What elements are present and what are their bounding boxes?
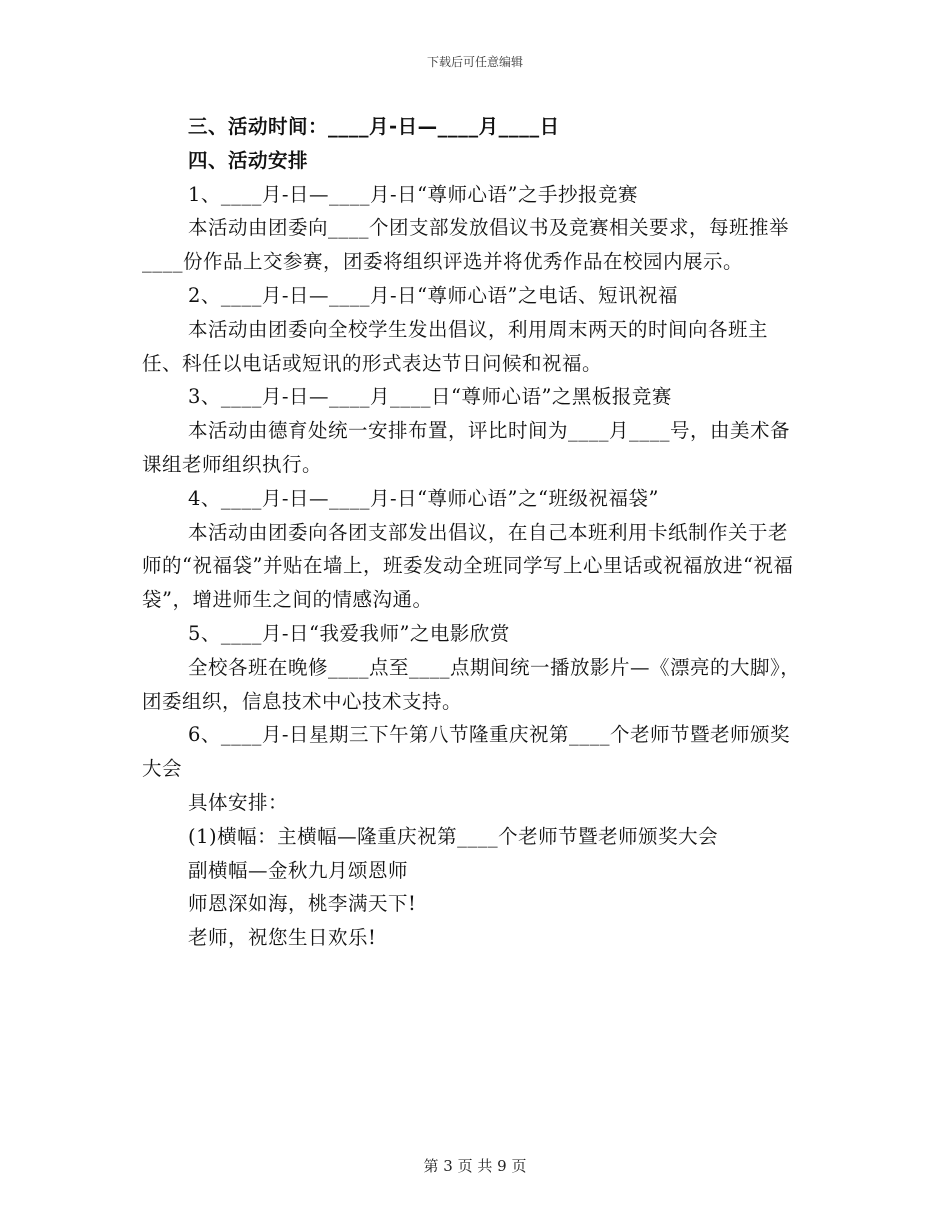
item-3-title: 3、____月-日—____月____日“尊师心语”之黑板报竞赛 (188, 385, 672, 409)
page-footer: 第 3 页 共 9 页 (423, 1157, 527, 1175)
banner-sub: 副横幅—金秋九月颂恩师 (188, 858, 409, 882)
document-body (142, 110, 802, 955)
page-header: 下载后可任意编辑 (426, 55, 523, 69)
item-5-body: 全校各班在晚修____点至____点期间统一播放影片—《漂亮的大脚》，团委组织，信息技术中心技术支持。 (142, 655, 801, 713)
item-1-title: 1、____月-日—____月-日“尊师心语”之手抄报竞赛 (188, 182, 639, 206)
slogan-2: 老师，祝您生日欢乐! (188, 926, 377, 950)
slogan-1: 师恩深如海，桃李满天下! (188, 892, 417, 916)
item-5-title: 5、____月-日“我爱我师”之电影欣赏 (188, 621, 510, 645)
section-arrangement-heading: 四、活动安排 (188, 148, 309, 172)
banner-main: (1)横幅：主横幅—隆重庆祝第____个老师节暨老师颁奖大会 (188, 824, 719, 848)
item-2-title: 2、____月-日—____月-日“尊师心语”之电话、短讯祝福 (188, 283, 679, 307)
section-time-heading: 三、活动时间：____月-日—____月____日 (188, 115, 560, 138)
item-1-body: 本活动由团委向____个团支部发放倡议书及竞赛相关要求，每班推举____份作品上交参赛，团委将组织评选并将优秀作品在校园内展示。 (142, 216, 790, 274)
item-6-title: 6、____月-日星期三下午第八节隆重庆祝第____个老师节暨老师颁奖大会 (142, 723, 790, 781)
item-4-body: 本活动由团委向各团支部发出倡议，在自己本班利用卡纸制作关于老师的“祝福袋”并贴在墙上，班委发动全班同学写上心里话或祝福放进“祝福袋”，增进师生之间的情感沟通。 (142, 520, 794, 612)
item-2-body: 本活动由团委向全校学生发出倡议，利用周末两天的时间向各班主任、科任以电话或短讯的形式表达节日问候和祝福。 (142, 317, 769, 375)
item-4-title: 4、____月-日—____月-日“尊师心语”之“班级祝福袋” (188, 486, 659, 510)
item-6-subheading: 具体安排： (188, 790, 289, 814)
item-3-body: 本活动由德育处统一安排布置，评比时间为____月____号，由美术备课组老师组织执行。 (142, 419, 791, 476)
